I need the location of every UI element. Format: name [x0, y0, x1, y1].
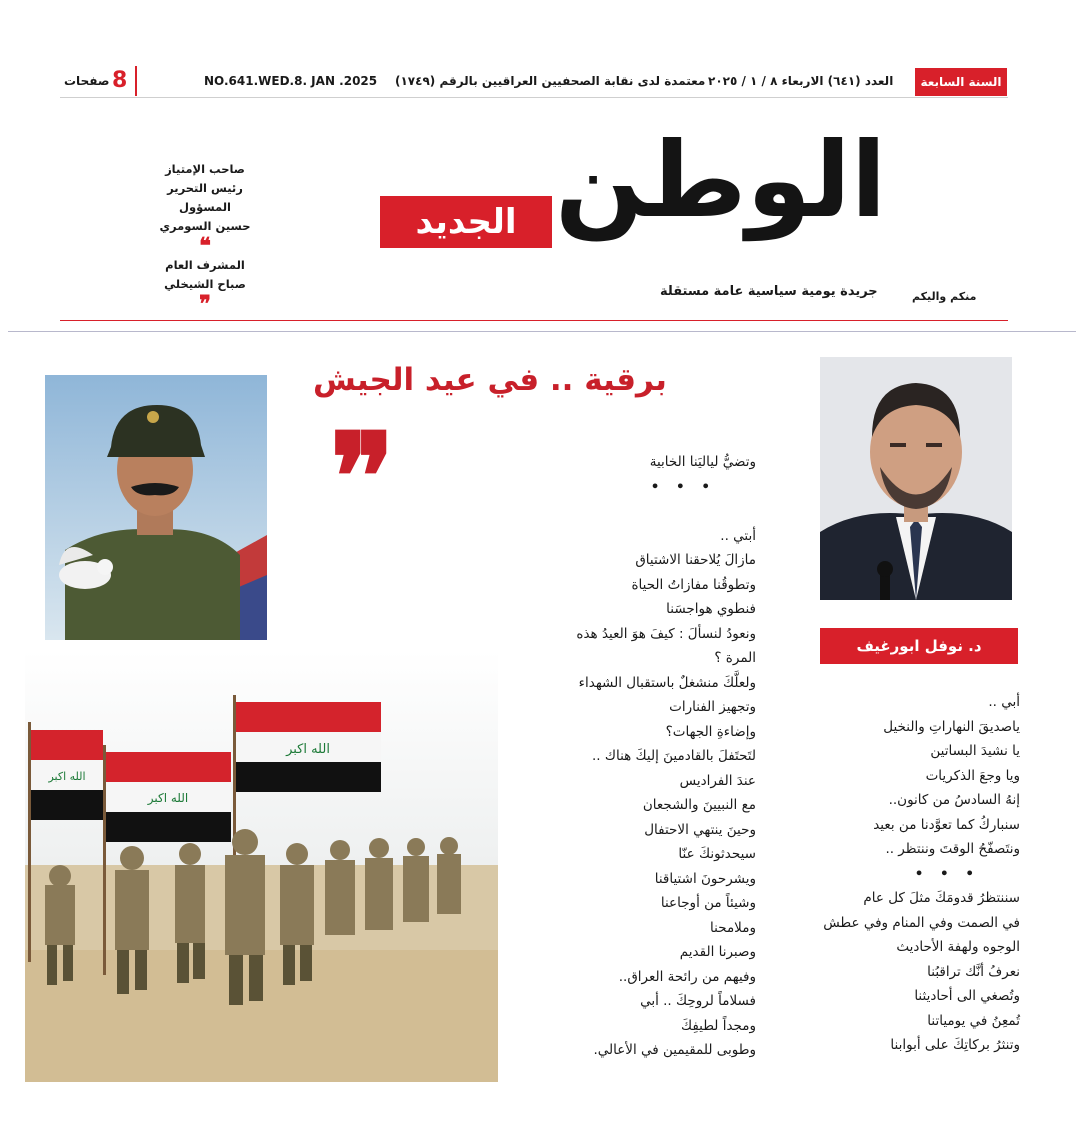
svg-text:الله اكبر: الله اكبر — [286, 742, 330, 757]
poem-line: نعرفُ أنَّك تراقبُنا — [927, 963, 1020, 980]
poem-line: ياصديقَ النهاراتِ والنخيل — [883, 718, 1020, 735]
author-photo — [820, 357, 1012, 600]
poem-line: سنباركُ كما تعوَّدنا من بعيد — [873, 816, 1020, 833]
quote-close-icon: ❞ — [199, 291, 211, 317]
poem-line: ونتَصفّحُ الوقتَ وننتظر .. — [885, 841, 1020, 857]
poem-line: وشيئاً من أوجاعنا — [660, 895, 756, 911]
poem-line: ومجداً لطيفِكَ — [680, 1017, 756, 1034]
poem-line: تُمعِنُ في يومياتنا — [927, 1012, 1020, 1029]
svg-text:الله اكبر: الله اكبر — [147, 791, 189, 805]
masthead-rule — [60, 320, 1008, 321]
poem-line: وتنثرُ بركاتِكَ على أبوابنا — [890, 1037, 1020, 1053]
poem-column-middle — [506, 450, 756, 1063]
author-name: د. نوفل ابورغيف — [820, 628, 1018, 664]
quote-mark-icon: ❞ — [330, 407, 395, 548]
accreditation-note: معتمدة لدى نقابة الصحفيين العراقيين بالرقم (١٧٤٩) — [395, 74, 706, 88]
poem-line: ولعلَّكَ منشغلٌ باستقبال الشهداء — [578, 674, 756, 691]
poem-line: إنهُ السادسُ من كانون.. — [888, 792, 1020, 808]
poem-line: سيحدثونكَ عنّا — [678, 846, 756, 862]
masthead-rule-thin — [8, 331, 1076, 332]
supervisor-name: صباح الشيخلي — [164, 277, 246, 291]
poem-line: مازالَ يُلاحقنا الاشتياق — [635, 552, 756, 568]
poem-line: وتُصغي الى أحاديثنا — [914, 988, 1020, 1004]
poem-line: أبي .. — [988, 694, 1020, 710]
poem-line: ونعودُ لنسألَ : كيفَ هوَ العيدُ هذه — [576, 625, 756, 642]
newspaper-logo: الوطن — [555, 119, 887, 241]
poem-line — [506, 499, 756, 524]
editor-label: رئيس التحرير المسؤول — [167, 181, 243, 214]
svg-text:الله اكبر: الله اكبر — [48, 770, 86, 783]
supervisor-label: المشرف العام — [165, 258, 245, 272]
poem-line: وتجهيز الفنارات — [669, 699, 756, 715]
poem-line: في الصمت وفي المنام وفي عطش — [823, 914, 1020, 931]
editor-name: حسين السومري — [159, 219, 251, 233]
poem-line: لتَحتَفلَ بالقادمينَ إليكَ هناك .. — [591, 748, 756, 764]
year-badge: السنة السابعة — [915, 68, 1007, 96]
poem-line: وحينَ ينتهي الاحتفال — [644, 821, 756, 838]
poem-line: فسلاماً لروحِكَ .. أبي — [640, 993, 756, 1009]
poem-line: سننتظرُ قدومَكَ مثلَ كل عام — [863, 890, 1020, 906]
article-headline: برقية .. في عيد الجيش — [313, 362, 667, 398]
poem-line: وتضيُّ لياليَنا الخابية — [649, 454, 756, 470]
issue-date-arabic: العدد (٦٤١) الاربعاء ٨ / ١ / ٢٠٢٥ — [708, 74, 894, 88]
poem-line: وفيهم من رائحة العراق.. — [618, 968, 756, 985]
poem-line: وتطوقُنا مفازاتُ الحياة — [631, 576, 756, 593]
quote-open-icon: ❝ — [199, 233, 211, 259]
issue-date-english: NO.641.WED.8. JAN .2025 — [204, 74, 378, 88]
poem-line: عندَ الفراديس — [679, 772, 756, 789]
poem-line: مع النبيينَ والشجعان — [642, 797, 756, 813]
newspaper-logo-badge: الجديد — [380, 196, 552, 248]
pages-number: 8 — [112, 68, 128, 93]
poem-line: وطوبى للمقيمين في الأعالي. — [593, 1042, 756, 1058]
poem-line: وإضاءةِ الجهات؟ — [665, 723, 756, 740]
owner-label: صاحب الإمتياز — [165, 162, 245, 176]
staff-box — [140, 160, 270, 317]
poem-separator: • • • — [914, 865, 980, 882]
tagline: جريدة يومية سياسية عامة مستقلة — [660, 284, 878, 299]
header-rule — [60, 97, 1008, 98]
poem-line: الوجوه ولهفة الأحاديث — [896, 939, 1020, 955]
army-photo — [25, 650, 498, 1082]
poem-line: وملامحنا — [710, 919, 756, 936]
poem-line: فنطوي هواجسَنا — [666, 601, 756, 617]
poem-line: المرة ؟ — [714, 650, 756, 666]
poem-line: ويا وجعَ الذكريات — [925, 767, 1020, 784]
poem-line: أبتي .. — [720, 527, 756, 544]
motto: منكم واليكم — [912, 290, 977, 303]
soldier-portrait — [45, 375, 267, 640]
poem-column-right — [780, 690, 1020, 1058]
poem-line: وصبرنا القديم — [679, 944, 756, 960]
divider — [135, 66, 137, 96]
pages-label: صفحات — [64, 74, 110, 88]
poem-line: ويشرحونَ اشتياقنا — [654, 870, 756, 887]
poem-line: يا نشيدَ البساتين — [930, 743, 1020, 759]
poem-separator: • • • — [650, 478, 716, 495]
